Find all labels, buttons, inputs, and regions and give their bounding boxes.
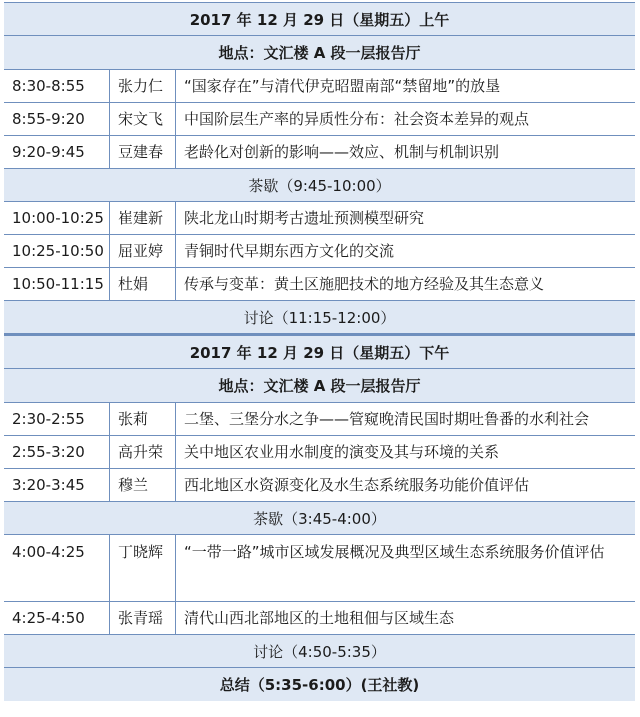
talk-speaker: 屈亚婷 — [110, 235, 176, 267]
afternoon-venue — [4, 369, 635, 403]
afternoon-venue-text: 地点：文汇楼 A 段一层报告厅 — [218, 377, 421, 395]
talk-title: 二堡、三堡分水之争——管窥晚清民国时期吐鲁番的水利社会 — [184, 409, 590, 428]
morning-tea-break — [4, 169, 635, 202]
morning-date-header — [4, 2, 635, 36]
talk-speaker: 豆建春 — [110, 136, 176, 168]
talk-time: 4:25-4:50 — [4, 602, 110, 634]
talk-time: 10:50-11:15 — [4, 268, 110, 300]
morning-venue — [4, 36, 635, 70]
discussion-text: 讨论（11:15-12:00） — [243, 308, 396, 327]
talk-title: 老龄化对创新的影响——效应、机制与机制识别 — [184, 142, 500, 161]
talk-speaker: 丁晓辉 — [110, 535, 176, 601]
talk-time: 10:25-10:50 — [4, 235, 110, 267]
talk-row — [4, 202, 635, 235]
morning-discussion — [4, 301, 635, 334]
talk-time: 10:00-10:25 — [4, 202, 110, 234]
talk-title: 西北地区水资源变化及水生态系统服务功能价值评估 — [184, 475, 530, 494]
talk-title: “一带一路”城市区域发展概况及典型区域生态系统服务价值评估 — [184, 543, 605, 561]
talk-row — [4, 268, 635, 301]
talk-title: 清代山西北部地区的土地租佃与区域生态 — [184, 608, 455, 627]
afternoon-discussion — [4, 635, 635, 668]
talk-row — [4, 70, 635, 103]
talk-row — [4, 436, 635, 469]
talk-row — [4, 403, 635, 436]
talk-title: 关中地区农业用水制度的演变及其与环境的关系 — [184, 442, 500, 461]
talk-speaker: 崔建新 — [110, 202, 176, 234]
schedule-table — [4, 2, 635, 701]
talk-time: 3:20-3:45 — [4, 469, 110, 501]
talk-row — [4, 469, 635, 502]
closing-summary — [4, 668, 635, 701]
talk-time: 8:55-9:20 — [4, 103, 110, 135]
talk-row — [4, 136, 635, 169]
talk-row — [4, 235, 635, 268]
discussion-text: 讨论（4:50-5:35） — [253, 642, 386, 661]
afternoon-date-header — [4, 334, 635, 369]
tea-break-text: 茶歇（9:45-10:00） — [248, 176, 391, 195]
morning-venue-text: 地点：文汇楼 A 段一层报告厅 — [218, 44, 421, 62]
talk-speaker: 张莉 — [110, 403, 176, 435]
talk-time: 9:20-9:45 — [4, 136, 110, 168]
talk-time: 2:30-2:55 — [4, 403, 110, 435]
talk-time: 8:30-8:55 — [4, 70, 110, 102]
talk-row — [4, 535, 635, 602]
afternoon-tea-break — [4, 502, 635, 535]
talk-title: 中国阶层生产率的异质性分布：社会资本差异的观点 — [184, 109, 530, 128]
talk-title: 青铜时代早期东西方文化的交流 — [184, 241, 395, 260]
talk-title: “国家存在”与清代伊克昭盟南部“禁留地”的放垦 — [184, 76, 501, 95]
talk-time: 2:55-3:20 — [4, 436, 110, 468]
talk-speaker: 宋文飞 — [110, 103, 176, 135]
afternoon-date-text: 2017 年 12 月 29 日（星期五）下午 — [189, 343, 450, 362]
talk-speaker: 张力仁 — [110, 70, 176, 102]
tea-break-text: 茶歇（3:45-4:00） — [253, 509, 386, 528]
talk-title: 传承与变革：黄土区施肥技术的地方经验及其生态意义 — [184, 274, 545, 293]
summary-text: 总结（5:35-6:00）(王社教) — [219, 676, 420, 694]
talk-speaker: 张青瑶 — [110, 602, 176, 634]
talk-speaker: 杜娟 — [110, 268, 176, 300]
morning-date-text: 2017 年 12 月 29 日（星期五）上午 — [189, 10, 450, 29]
talk-time: 4:00-4:25 — [4, 535, 110, 601]
talk-title: 陕北龙山时期考古遗址预测模型研究 — [184, 208, 425, 227]
talk-speaker: 穆兰 — [110, 469, 176, 501]
talk-row — [4, 103, 635, 136]
talk-row — [4, 602, 635, 635]
talk-speaker: 高升荣 — [110, 436, 176, 468]
